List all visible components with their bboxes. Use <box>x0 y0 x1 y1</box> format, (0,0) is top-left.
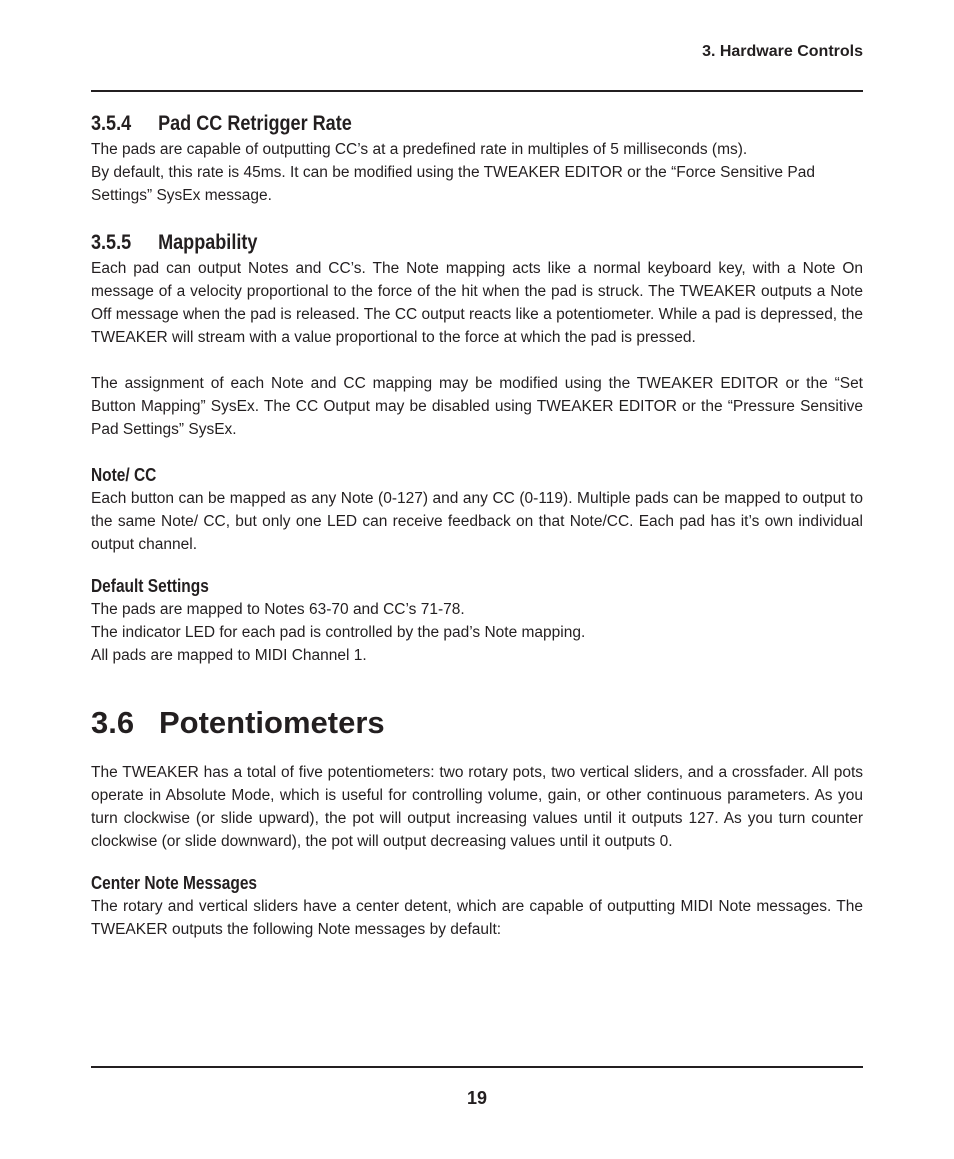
heading-number: 3.5.5 <box>91 231 132 254</box>
running-header: 3. Hardware Controls <box>702 43 863 60</box>
heading-3-5-4 <box>91 110 755 138</box>
subheading-note-cc: Note/ CC <box>91 465 157 485</box>
heading-number: 3.5.4 <box>91 112 132 135</box>
paragraph-line: The pads are capable of outputting CC’s at a predefined rate in multiples of 5 milliseconds (ms). <box>91 141 748 158</box>
header-rule <box>91 90 863 92</box>
subheading-center-note-messages: Center Note Messages <box>91 873 258 893</box>
paragraph: The TWEAKER has a total of five potentiometers: two rotary pots, two vertical sliders, and a crossfader. All pots operate in Absolute Mode, which is useful for controlling volume, gain, or other continuous parameters. As you turn clockwise (or slide upward), the pot will output increasing values until it outputs 127. As you turn counter clockwise (or slide downward), the pot will output decreasing values until it outputs 0. <box>91 764 863 850</box>
paragraph-line: By default, this rate is 45ms. It can be modified using the TWEAKER EDITOR or the “Force Sensitive Pad Settings” SysEx message. <box>91 164 815 204</box>
heading-title: Potentiometers <box>159 705 385 740</box>
paragraph-line: All pads are mapped to MIDI Channel 1. <box>91 647 367 664</box>
heading-3-5-5 <box>91 229 755 257</box>
paragraph-line: The indicator LED for each pad is controlled by the pad’s Note mapping. <box>91 624 586 641</box>
paragraph: Each pad can output Notes and CC’s. The Note mapping acts like a normal keyboard key, with a Note On message of a velocity proportional to the force of the hit when the pad is struck. The TWEAKER outputs a Note Off message when the pad is released. The CC output reacts like a potentiometer. While a pad is depressed, the TWEAKER will stream with a value proportional to the force at which the pad is pressed. <box>91 260 863 346</box>
paragraph: Each button can be mapped as any Note (0-127) and any CC (0-119). Multiple pads can be mapped to output to the same Note/ CC, but only one LED can receive feedback on that Note/CC. Each pad has it’s own individual output channel. <box>91 490 863 553</box>
paragraph: The rotary and vertical sliders have a center detent, which are capable of outputting MIDI Note messages. The TWEAKER outputs the following Note messages by default: <box>91 898 863 938</box>
paragraph: The assignment of each Note and CC mapping may be modified using the TWEAKER EDITOR or the “Set Button Mapping” SysEx. The CC Output may be disabled using TWEAKER EDITOR or the “Pressure Sensitive Pad Settings” SysEx. <box>91 375 863 438</box>
heading-3-6 <box>91 703 863 743</box>
heading-title: Mappability <box>158 231 258 254</box>
heading-number: 3.6 <box>91 705 135 740</box>
paragraph-line: The pads are mapped to Notes 63-70 and CC’s 71-78. <box>91 601 465 618</box>
page-content <box>91 110 863 941</box>
subheading-default-settings: Default Settings <box>91 576 209 596</box>
heading-title: Pad CC Retrigger Rate <box>158 112 352 135</box>
footer-rule <box>91 1066 863 1068</box>
page-number: 19 <box>466 1088 488 1108</box>
